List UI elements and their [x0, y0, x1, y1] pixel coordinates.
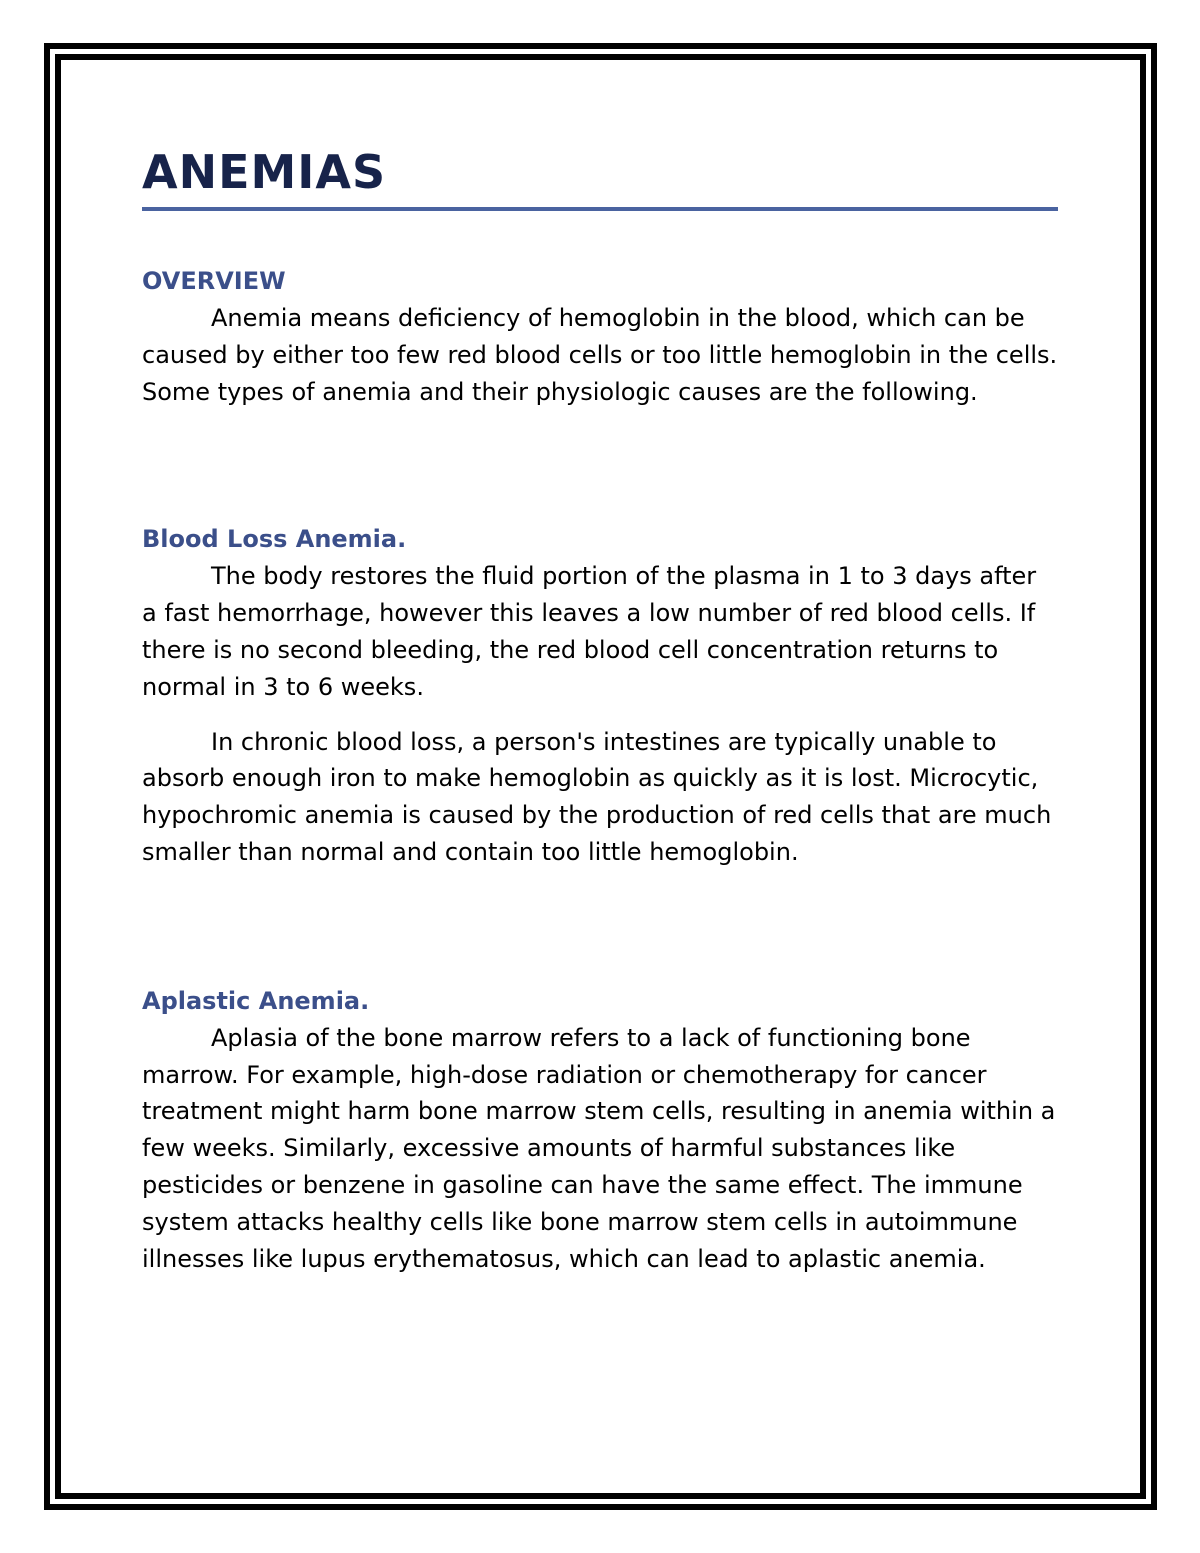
section-heading-aplastic-anemia: Aplastic Anemia. [142, 986, 370, 1015]
section-heading-overview: OVERVIEW [142, 267, 286, 295]
title-underline [142, 207, 1058, 211]
aplastic-anemia-paragraph: Aplasia of the bone marrow refers to a lack of functioning bone marrow. For example, high-dose radiation or chemotherapy for cancer treatment might harm bone marrow stem cells, resulting in anemia within a few weeks. Similarly, excessive amounts of harmful substances like pesticides or benzene in gasoline can have the same effect. The immune system attacks healthy cells like bone marrow stem cells in autoimmune illnesses like lupus erythematosus, which can lead to aplastic anemia. [142, 1023, 1056, 1273]
blood-loss-paragraph-1: The body restores the fluid portion of the plasma in 1 to 3 days after a fast hemorrhage, however this leaves a low number of red blood cells. If there is no second bleeding, the red blood cell concentration returns to normal in 3 to 6 weeks. [142, 562, 1037, 701]
overview-paragraph: Anemia means deficiency of hemoglobin in the blood, which can be caused by either too few red blood cells or too little hemoglobin in the cells. Some types of anemia and their physiologic causes are the following. [142, 304, 1058, 406]
document-title: ANEMIAS [142, 145, 387, 199]
blood-loss-paragraph-2: In chronic blood loss, a person's intestines are typically unable to absorb enough iron to make hemoglobin as quickly as it is lost. Microcytic, hypochromic anemia is caused by the production of red cells that are much smaller than normal and contain too little hemoglobin. [142, 727, 1052, 866]
document-content [142, 140, 1058, 1277]
section-heading-blood-loss-anemia: Blood Loss Anemia. [142, 525, 407, 554]
